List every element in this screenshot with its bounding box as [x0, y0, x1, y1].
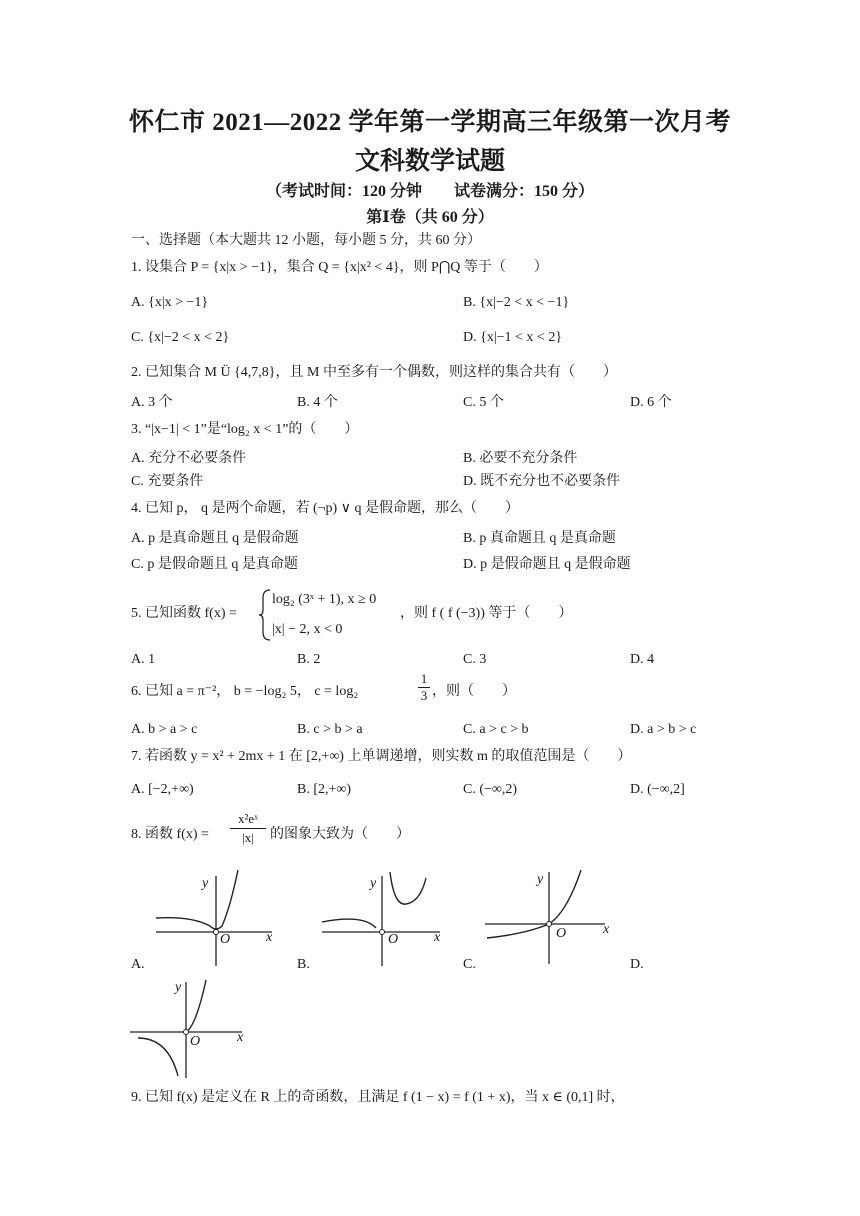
- question-1-option-d: D. {x|−1 < x < 2}: [463, 330, 563, 345]
- question-3-option-c: C. 充要条件: [131, 474, 204, 489]
- graph-c-x-label: x: [603, 922, 610, 937]
- graph-a-label: A.: [131, 957, 145, 972]
- question-4-option-c: C. p 是假命题且 q 是真命题: [131, 557, 298, 572]
- fraction-denominator: |x|: [230, 828, 266, 847]
- question-2-option-d: D. 6 个: [630, 395, 672, 410]
- question-1-option-b: B. {x|−2 < x < −1}: [463, 295, 570, 310]
- question-8-prefix: 8. 函数 f(x) =: [131, 827, 209, 842]
- question-2-option-b: B. 4 个: [297, 395, 338, 410]
- graph-option-c: [485, 866, 625, 966]
- graph-b-x-label: x: [434, 930, 441, 945]
- question-6-stem: 6. 已知 a = π⁻²， b = −log₂ 5， c = log₂: [131, 684, 359, 699]
- question-9-stem: 9. 已知 f(x) 是定义在 R 上的奇函数，且满足 f (1 − x) = f (1 + x)，当 x ∈ (0,1] 时，: [131, 1090, 625, 1105]
- question-1-stem: 1. 设集合 P = {x|x > −1}，集合 Q = {x|x² < 4}，则 P⋂Q 等于（ ）: [131, 260, 548, 275]
- question-7-option-d: D. (−∞,2]: [630, 782, 685, 797]
- exam-title: 怀仁市 2021—2022 学年第一学期高三年级第一次月考: [128, 109, 731, 136]
- graph-c-origin-label: O: [556, 926, 567, 941]
- question-8-suffix: 的图象大致为（ ）: [270, 827, 410, 842]
- graph-a-x-label: x: [266, 930, 273, 945]
- graph-option-a: [152, 868, 292, 968]
- graph-b-origin-label: O: [388, 932, 399, 947]
- graph-option-d: [130, 976, 260, 1080]
- question-7-option-b: B. [2,+∞): [297, 782, 352, 797]
- graph-c-y-label: y: [537, 872, 544, 887]
- question-3-option-a: A. 充分不必要条件: [131, 451, 247, 466]
- fraction-denominator: 3: [418, 687, 430, 704]
- question-3-option-b: B. 必要不充分条件: [463, 451, 578, 466]
- question-2-stem: 2. 已知集合 M Ü {4,7,8}，且 M 中至多有一个偶数，则这样的集合共有（ ）: [131, 365, 617, 380]
- question-6-tail: ，则（ ）: [432, 684, 516, 699]
- question-5-option-b: B. 2: [297, 652, 321, 667]
- question-7-option-a: A. [−2,+∞): [131, 782, 194, 797]
- volume-heading: 第Ⅰ卷（共 60 分）: [366, 209, 494, 226]
- question-6-fraction: [418, 671, 430, 704]
- question-5-case-2: |x| − 2, x < 0: [272, 622, 343, 637]
- graph-d-label: D.: [630, 957, 644, 972]
- graph-b-label: B.: [297, 957, 310, 972]
- graph-option-b: [318, 868, 458, 968]
- question-4-option-a: A. p 是真命题且 q 是假命题: [131, 531, 299, 546]
- question-4-option-b: B. p 真命题且 q 是真命题: [463, 531, 616, 546]
- piecewise-brace: [258, 588, 272, 642]
- graph-d-y-label: y: [175, 980, 182, 995]
- question-6-option-c: C. a > c > b: [463, 722, 529, 737]
- question-3-option-d: D. 既不充分也不必要条件: [463, 474, 621, 489]
- question-1-option-a: A. {x|x > −1}: [131, 295, 209, 310]
- graph-d-origin-label: O: [190, 1034, 201, 1049]
- question-6-option-d: D. a > b > c: [630, 722, 697, 737]
- exam-info: （考试时间：120 分钟 试卷满分：150 分）: [265, 183, 594, 200]
- exam-subtitle: 文科数学试题: [354, 148, 505, 175]
- question-7-option-c: C. (−∞,2): [463, 782, 518, 797]
- question-5-option-a: A. 1: [131, 652, 156, 667]
- question-2-option-a: A. 3 个: [131, 395, 173, 410]
- graph-d-x-label: x: [237, 1030, 244, 1045]
- question-8-fraction: [230, 810, 266, 847]
- question-5-suffix: ，则 f ( f (−3)) 等于（ ）: [400, 606, 573, 621]
- question-5-case-1: log₂ (3ˣ + 1), x ≥ 0: [272, 592, 377, 607]
- question-2-option-c: C. 5 个: [463, 395, 504, 410]
- question-4-option-d: D. p 是假命题且 q 是假命题: [463, 557, 631, 572]
- question-5-option-d: D. 4: [630, 652, 655, 667]
- question-1-option-c: C. {x|−2 < x < 2}: [131, 330, 230, 345]
- graph-c-label: C.: [463, 957, 476, 972]
- graph-a-y-label: y: [202, 876, 209, 891]
- question-5-option-c: C. 3: [463, 652, 487, 667]
- question-4-stem: 4. 已知 p， q 是两个命题，若 (¬p) ∨ q 是假命题，那么（ ）: [131, 501, 519, 516]
- graph-b-y-label: y: [370, 876, 377, 891]
- section-heading: 一、选择题（本大题共 12 小题，每小题 5 分，共 60 分）: [131, 233, 481, 248]
- fraction-numerator: 1: [420, 671, 428, 686]
- question-7-stem: 7. 若函数 y = x² + 2mx + 1 在 [2,+∞) 上单调递增，则实数 m 的取值范围是（ ）: [131, 749, 632, 764]
- question-3-stem: 3. “|x−1| < 1”是“log₂ x < 1”的（ ）: [131, 422, 359, 437]
- question-6-option-a: A. b > a > c: [131, 722, 198, 737]
- graph-a-origin-label: O: [220, 932, 231, 947]
- question-5-prefix: 5. 已知函数 f(x) =: [131, 606, 237, 621]
- fraction-numerator: x²eˣ: [238, 811, 258, 826]
- question-6-option-b: B. c > b > a: [297, 722, 363, 737]
